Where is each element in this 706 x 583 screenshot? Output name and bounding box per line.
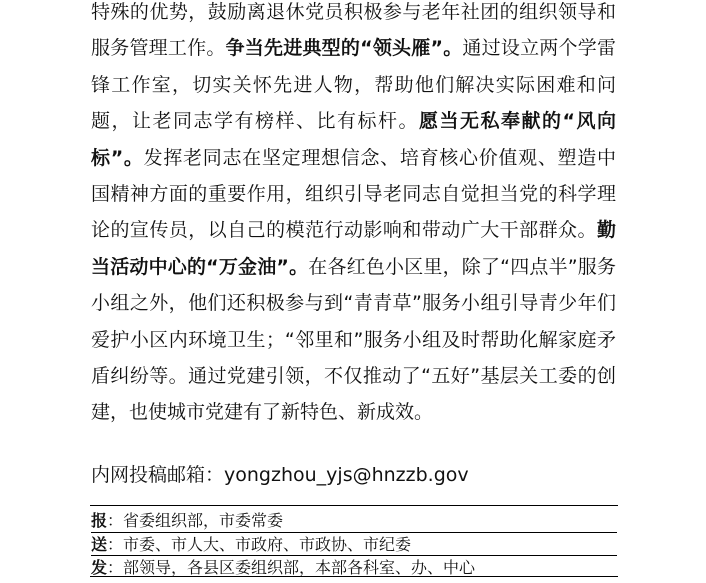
highlight-leading-goose: 争当先进典型的“领头雁”。 [225,37,463,60]
distribution-issue-row [91,555,617,579]
submission-email-line [91,459,621,491]
distribution-report-row [91,509,283,532]
report-value: ：省委组织部，市委常委 [107,511,284,530]
report-key: 报 [91,511,108,530]
text-segment: 通过设立两个学雷锋工作室，切实关怀先进人物，帮助他们解决实际困难和问题，让老同志学有榜样、比有标杆。 [91,37,616,133]
issue-key: 发 [91,558,108,577]
send-value: ：市委、市人大、市政府、市政协、市纪委 [107,535,412,554]
submission-label: 内网投稿邮箱： [91,464,225,486]
article-body [91,0,616,431]
text-segment: 特殊的优势，鼓励离退休党员积极参与老年社团的组织领导和服务管理工作。 [91,1,616,60]
send-key: 送 [91,535,108,554]
text-segment: 发挥老同志在坚定理想信念、培育核心价值观、塑造中国精神方面的重要作用，组织引导老同志自觉担当党的科学理论的宣传员，以自己的模范行动影响和带动广大干部群众。 [91,146,616,242]
article-paragraph [91,0,616,431]
text-segment: 在各红色小区里，除了“四点半”服务小组之外，他们还积极参与到“青青草”服务小组引导青少年们爱护小区内环境卫生；“邻里和”服务小组及时帮助化解家庭矛盾纠纷等。通过党建引领，不仅推动了“五好”基层关工委的创建，也使城市党建有了新特色、新成效。 [91,255,616,424]
submission-email: yongzhou_yjs@hnzzb.gov [224,464,469,486]
distribution-block [90,505,618,577]
distribution-send-row [91,532,617,556]
highlight-weathervane: 愿当无私奉献的“风向标”。 [91,110,616,169]
issue-value: ：部领导，各县区委组织部，本部各科室、办、中心 [107,558,476,577]
highlight-all-rounder: 勤当活动中心的“万金油”。 [91,219,616,278]
